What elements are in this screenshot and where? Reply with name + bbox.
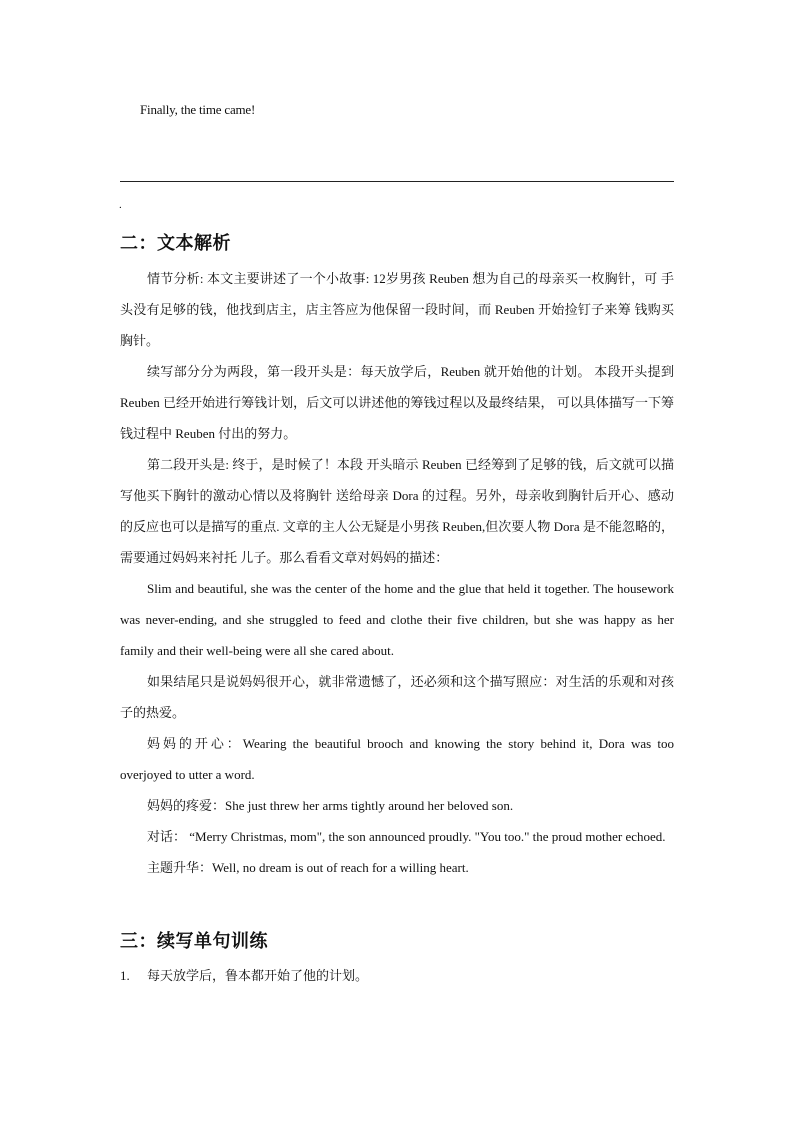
list-item — [120, 962, 674, 990]
list-item-text: 每天放学后，鲁本都开始了他的计划。 — [147, 968, 369, 983]
paragraph-plot-analysis: 情节分析: 本文主要讲述了一个小故事: 12岁男孩 Reuben 想为自己的母亲买一枚胸针，可 手头没有足够的钱，他找到店主，店主答应为他保留一段时间，而 Reuben 开始捡钉子来筹 钱购买胸针。 — [120, 271, 674, 348]
section-heading-sentence-practice: 三：续写单句训练 — [120, 931, 268, 952]
paragraph-mother-happiness: 妈妈的开心：Wearing the beautiful brooch and knowing the story behind it, Dora was too overjoyed to utter a word. — [120, 736, 674, 782]
paragraph-mother-description: Slim and beautiful, she was the center of the home and the glue that held it together. The housework was never-ending, and she struggled to feed and clothe their five children, but she was happy as her family and their well-being were all she cared about. — [120, 581, 674, 658]
story-continuation-line: Finally, the time came! — [140, 102, 256, 117]
paragraph-first-part: 续写部分分为两段，第一段开头是：每天放学后，Reuben 就开始他的计划。 本段开头提到 Reuben 已经开始进行筹钱计划，后文可以讲述他的筹钱过程以及最终结果， 可以具体描写一下筹钱过程中 Reuben 付出的努力。 — [120, 364, 674, 441]
paragraph-ending-note: 如果结尾只是说妈妈很开心，就非常遗憾了，还必须和这个描写照应：对生活的乐观和对孩子的热爱。 — [120, 674, 674, 720]
paragraph-dialogue: 对话： “Merry Christmas, mom", the son announced proudly. "You too." the proud mother echoed. — [147, 829, 666, 844]
paragraph-theme: 主题升华：Well, no dream is out of reach for a willing heart. — [147, 860, 469, 875]
horizontal-rule — [120, 181, 674, 182]
section-heading-text-analysis: 二：文本解析 — [120, 233, 231, 254]
text-analysis-body — [120, 263, 674, 883]
list-item-number: 1. — [120, 968, 130, 983]
paragraph-second-part: 第二段开头是: 终于，是时候了！本段 开头暗示 Reuben 已经筹到了足够的钱，后文就可以描写他买下胸针的激动心情以及将胸针 送给母亲 Dora 的过程。另外，母亲收到胸针后开心、感动的反应也可以是描写的重点. 文章的主人公无疑是小男孩 Reuben,但次要人物 Dora 是不能忽略的，需要通过妈妈来衬托 儿子。那么看看文章对妈妈的描述： — [120, 457, 674, 565]
paragraph-mother-love: 妈妈的疼爱：She just threw her arms tightly around her beloved son. — [147, 798, 514, 813]
separator-mark: . — [119, 199, 122, 211]
